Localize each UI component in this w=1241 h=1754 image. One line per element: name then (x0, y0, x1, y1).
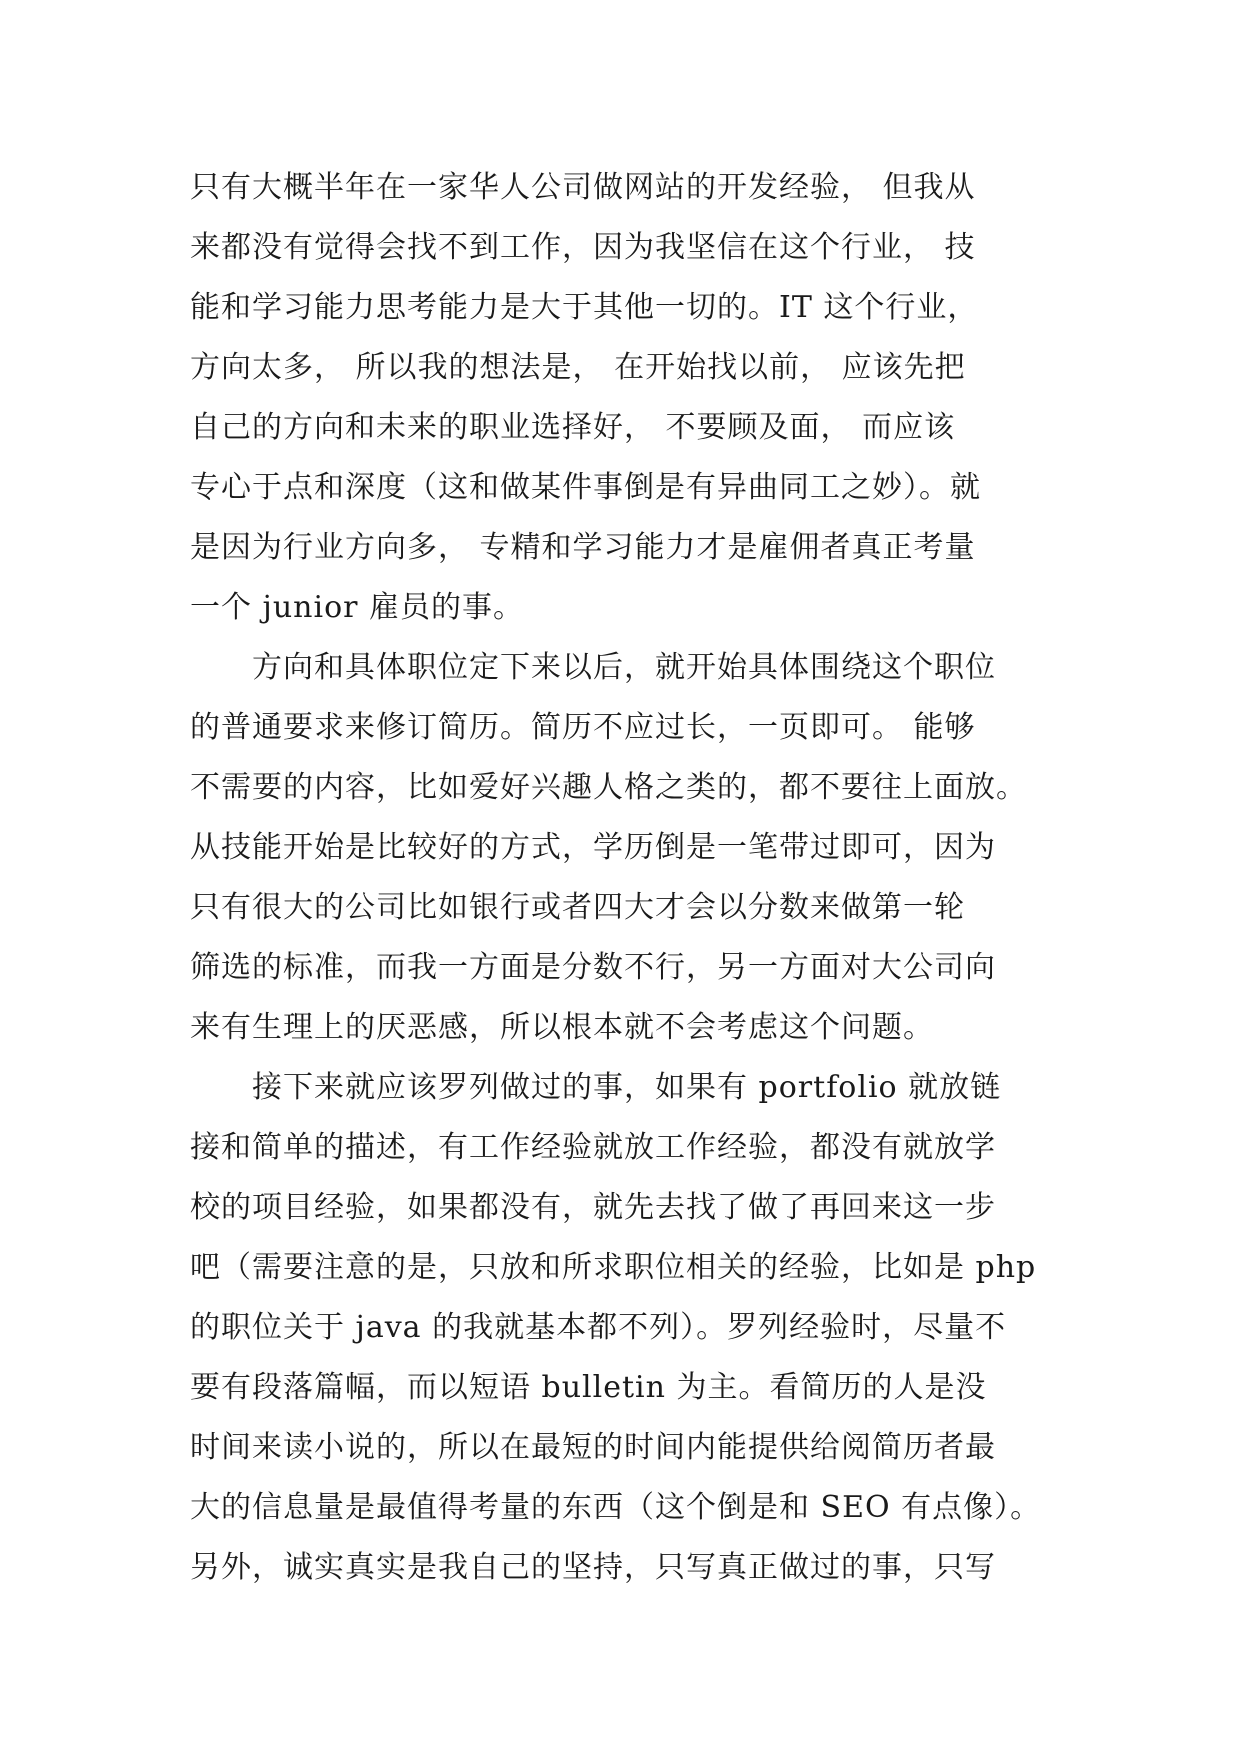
text-line: 接和简单的描述，有工作经验就放工作经验，都没有就放学 (190, 1130, 996, 1165)
text-line: 能和学习能力思考能力是大于其他一切的。IT 这个行业， (190, 290, 979, 325)
body-text (190, 158, 1070, 1598)
text-line: 吧（需要注意的是，只放和所求职位相关的经验，比如是 php (190, 1250, 1037, 1285)
text-line: 只有很大的公司比如银行或者四大才会以分数来做第一轮 (190, 890, 965, 925)
text-line: 校的项目经验，如果都没有，就先去找了做了再回来这一步 (190, 1190, 996, 1225)
text-line: 只有大概半年在一家华人公司做网站的开发经验， 但我从 (190, 170, 976, 205)
text-line: 方向太多， 所以我的想法是， 在开始找以前， 应该先把 (190, 350, 966, 385)
text-line: 自己的方向和未来的职业选择好， 不要顾及面， 而应该 (190, 410, 956, 445)
text-line: 来都没有觉得会找不到工作，因为我坚信在这个行业， 技 (190, 230, 976, 265)
text-line: 另外，诚实真实是我自己的坚持，只写真正做过的事，只写 (190, 1550, 996, 1585)
text-line: 要有段落篇幅，而以短语 bulletin 为主。看简历的人是没 (190, 1370, 987, 1405)
text-line: 的职位关于 java 的我就基本都不列）。罗列经验时，尽量不 (190, 1310, 1007, 1345)
text-line: 一个 junior 雇员的事。 (190, 590, 525, 625)
text-line: 时间来读小说的，所以在最短的时间内能提供给阅简历者最 (190, 1430, 996, 1465)
text-line: 专心于点和深度（这和做某件事倒是有异曲同工之妙）。就 (190, 470, 981, 505)
text-line: 是因为行业方向多， 专精和学习能力才是雇佣者真正考量 (190, 530, 976, 565)
text-line: 方向和具体职位定下来以后，就开始具体围绕这个职位 (190, 650, 996, 685)
text-line: 不需要的内容，比如爱好兴趣人格之类的，都不要往上面放。 (190, 770, 1027, 805)
text-line: 的普通要求来修订简历。简历不应过长，一页即可。 能够 (190, 710, 976, 745)
text-line: 从技能开始是比较好的方式，学历倒是一笔带过即可，因为 (190, 830, 996, 865)
text-line: 来有生理上的厌恶感，所以根本就不会考虑这个问题。 (190, 1010, 934, 1045)
text-line: 大的信息量是最值得考量的东西（这个倒是和 SEO 有点像）。 (190, 1490, 1042, 1525)
text-line: 接下来就应该罗列做过的事，如果有 portfolio 就放链 (190, 1070, 1002, 1105)
text-line: 筛选的标准，而我一方面是分数不行，另一方面对大公司向 (190, 950, 996, 985)
